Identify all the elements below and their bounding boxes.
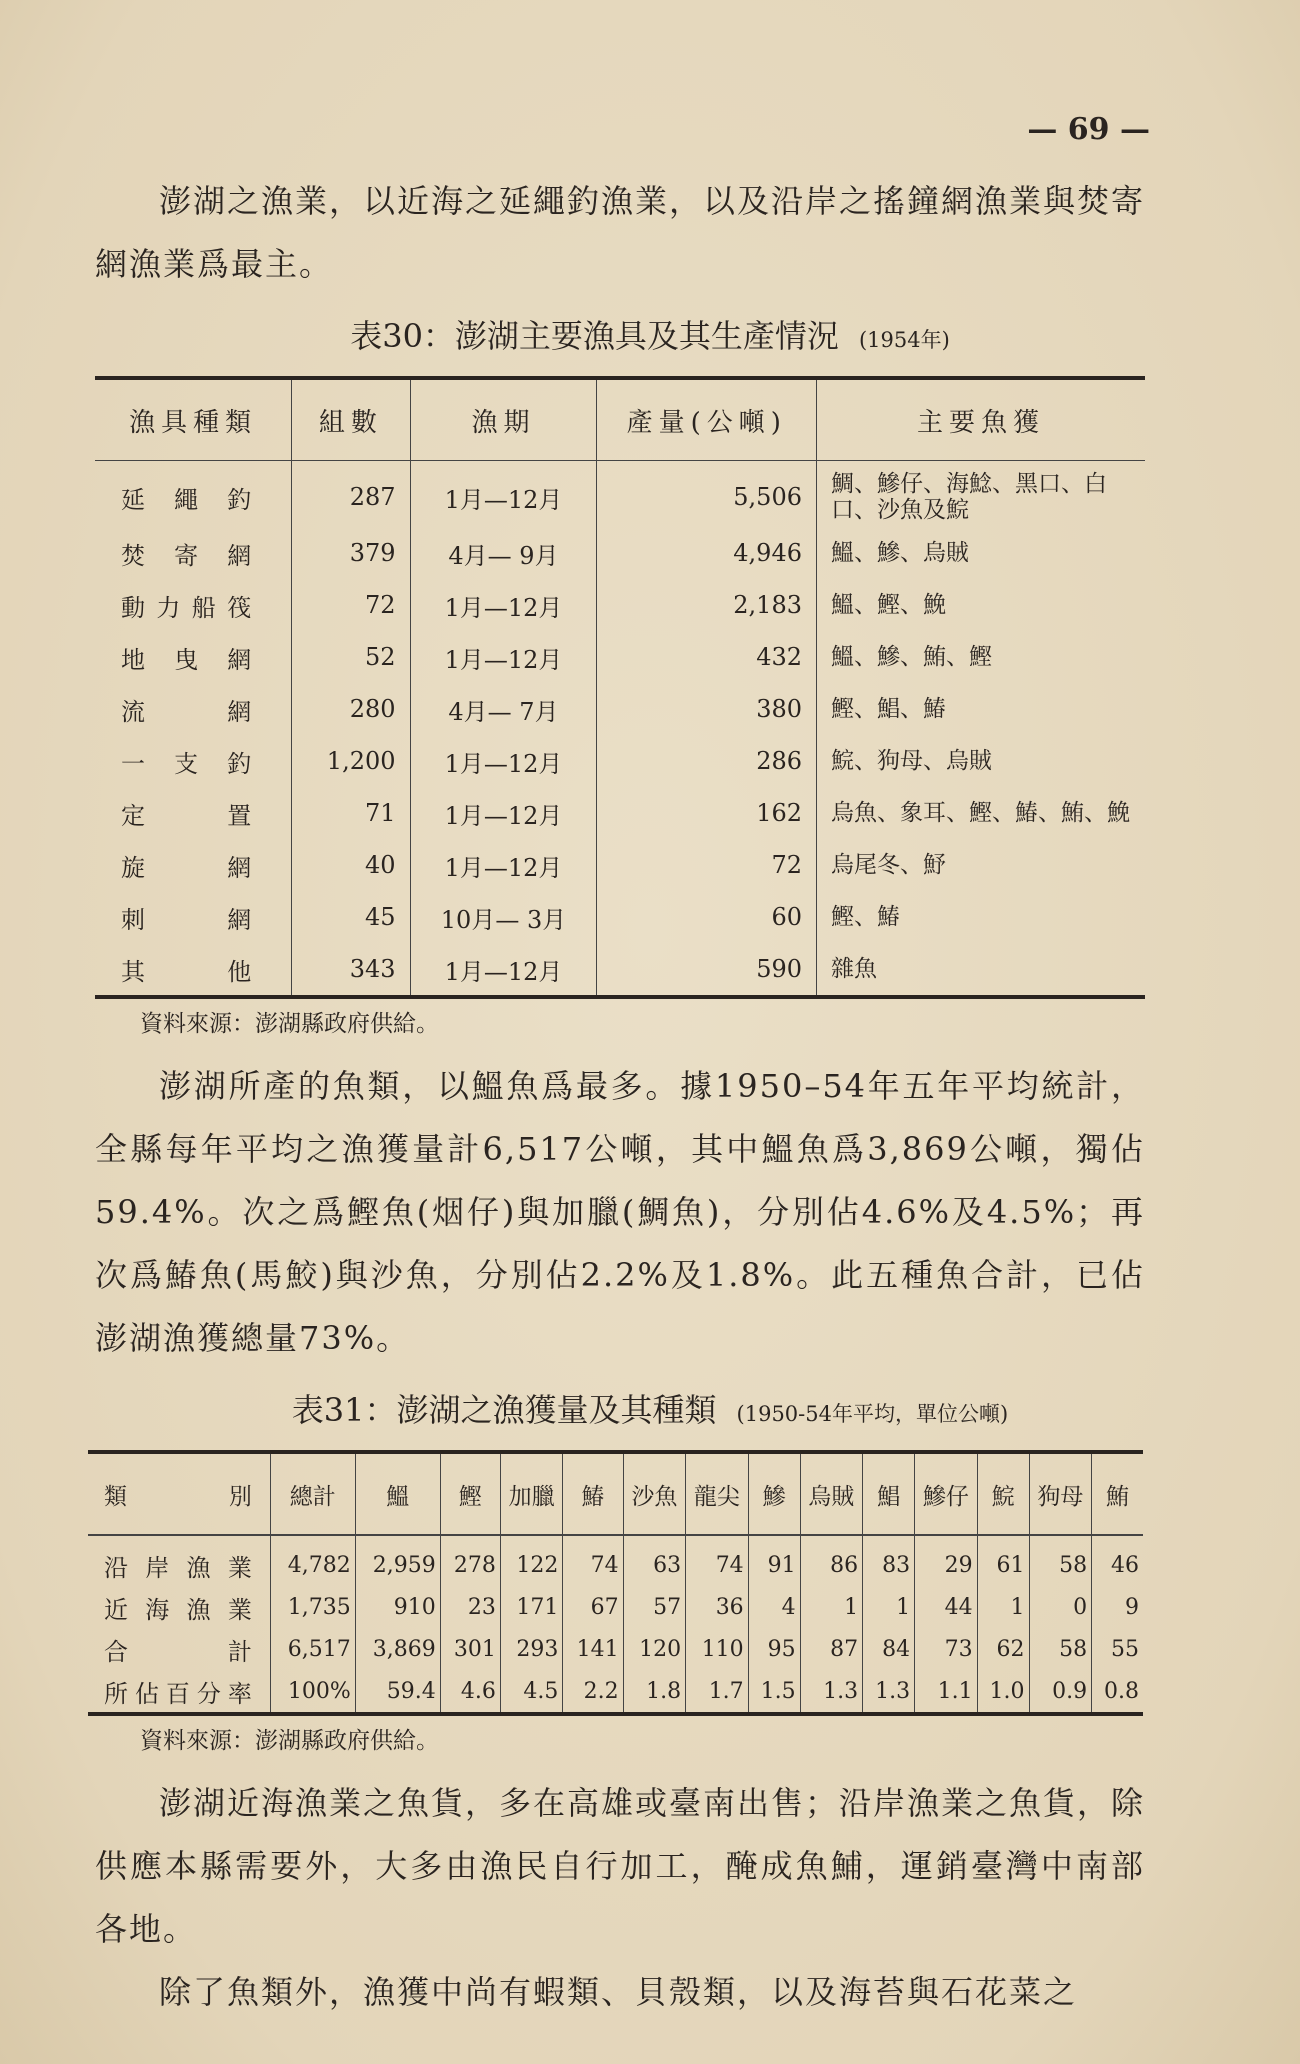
table30-cell: 鰮、鰺、烏賊: [817, 527, 1146, 579]
table31-cell: 1: [863, 1586, 915, 1628]
table31-header: 鰺: [748, 1452, 800, 1535]
table30-cell: 162: [597, 787, 817, 839]
table-row: [88, 1535, 1143, 1586]
table30-year: (1954年): [858, 328, 950, 352]
table31-header: 烏賊: [800, 1452, 863, 1535]
table-row: [88, 1670, 1143, 1714]
table31-caption: [0, 1388, 1300, 1436]
table31-cell: 63: [623, 1535, 686, 1586]
table31-cell: 近海漁業: [104, 1595, 252, 1624]
paragraph-1: 澎湖之漁業，以近海之延繩釣漁業，以及沿岸之搖鐘網漁業與焚寄網漁業爲最主。: [95, 182, 1146, 283]
table30-header-row: [95, 378, 1145, 461]
table31-cell: 2.2: [563, 1670, 623, 1714]
table30-cell: 鰮、鰹、鮸: [817, 579, 1146, 631]
table30-cell: 雜魚: [817, 943, 1146, 997]
table31-cell: 2,959: [355, 1535, 440, 1586]
table31-header: 類別: [88, 1452, 270, 1535]
table31-cell: 141: [563, 1628, 623, 1670]
table30-cell: 4月— 7月: [410, 683, 597, 735]
table-row: [95, 891, 1145, 943]
table30-header: 漁期: [410, 378, 597, 461]
table30-cell: 地曳網: [121, 645, 252, 674]
table31-cell: 1.3: [800, 1670, 863, 1714]
table31-cell: 74: [563, 1535, 623, 1586]
table-row: [88, 1586, 1143, 1628]
table31-cell: 0: [1029, 1586, 1092, 1628]
table-row: [95, 787, 1145, 839]
table31-cell: 55: [1092, 1628, 1143, 1670]
table30-cell: 定置: [121, 801, 252, 830]
table31-header: 鰺仔: [915, 1452, 978, 1535]
table30-cell: 鯛、鰺仔、海鯰、黑口、白口、沙魚及鯇: [817, 461, 1146, 528]
table31-cell: 67: [563, 1586, 623, 1628]
table30-cell: 動力船筏: [121, 593, 252, 622]
table31-cell: 3,869: [355, 1628, 440, 1670]
table30-cell: 287: [292, 461, 410, 528]
table31-cell: 58: [1029, 1535, 1092, 1586]
table-row: [95, 461, 1145, 528]
table30-cell: 45: [292, 891, 410, 943]
table31-cell: 23: [440, 1586, 500, 1628]
table30-header: 組數: [292, 378, 410, 461]
table31-cell: 86: [800, 1535, 863, 1586]
table30-cell: 40: [292, 839, 410, 891]
table31-cell: 所佔百分率: [104, 1679, 252, 1708]
table31-cell: 910: [355, 1586, 440, 1628]
table31-header: 鰹: [440, 1452, 500, 1535]
table31-cell: 0.8: [1092, 1670, 1143, 1714]
table31-cell: 4,782: [270, 1535, 355, 1586]
table31-cell: 122: [500, 1535, 563, 1586]
table31-cell: 120: [623, 1628, 686, 1670]
table30-cell: 4月— 9月: [410, 527, 597, 579]
table30-cell: 旋網: [121, 853, 252, 882]
table31-cell: 4: [748, 1586, 800, 1628]
table-row: [95, 683, 1145, 735]
table31-cell: 1.8: [623, 1670, 686, 1714]
table-row: [95, 527, 1145, 579]
table31-header: 總計: [270, 1452, 355, 1535]
table30-cell: 280: [292, 683, 410, 735]
table30-cell: 延繩釣: [121, 485, 252, 514]
table30-cell: 10月— 3月: [410, 891, 597, 943]
table31-cell: 171: [500, 1586, 563, 1628]
table30-cell: 焚寄網: [121, 541, 252, 570]
table31-cell: 84: [863, 1628, 915, 1670]
table-row: [88, 1628, 1143, 1670]
table31-cell: 1.5: [748, 1670, 800, 1714]
table30-cell: 一支釣: [121, 749, 252, 778]
table31-header-row: [88, 1452, 1143, 1535]
table30-cell: 379: [292, 527, 410, 579]
table31-cell: 1.7: [686, 1670, 749, 1714]
table30-cell: 1月—12月: [410, 839, 597, 891]
table31-cell: 29: [915, 1535, 978, 1586]
table31-header: 沙魚: [623, 1452, 686, 1535]
table30-body: [95, 461, 1145, 998]
table30-cell: 1月—12月: [410, 787, 597, 839]
table30-caption: [0, 314, 1300, 362]
table31-cell: 100%: [270, 1670, 355, 1714]
table31-cell: 1: [800, 1586, 863, 1628]
table31-cell: 36: [686, 1586, 749, 1628]
table31-cell: 87: [800, 1628, 863, 1670]
paragraph-4: 除了魚類外，漁獲中尚有蝦類、貝殼類，以及海苔與石花菜之: [159, 1973, 1078, 2011]
table30-cell: 5,506: [597, 461, 817, 528]
table30-cell: 流網: [121, 697, 252, 726]
table30-cell: 72: [292, 579, 410, 631]
table-row: [95, 735, 1145, 787]
table31-cell: 1.3: [863, 1670, 915, 1714]
table31-cell: 1.0: [977, 1670, 1029, 1714]
table31-cell: 46: [1092, 1535, 1143, 1586]
table30-cell: 鰹、鯧、鰆: [817, 683, 1146, 735]
table30-cell: 1月—12月: [410, 735, 597, 787]
table30-cell: 刺網: [121, 905, 252, 934]
table31-header: 加臘: [500, 1452, 563, 1535]
table30-cell: 432: [597, 631, 817, 683]
table30-cell: 烏尾冬、魣: [817, 839, 1146, 891]
table31-cell: 83: [863, 1535, 915, 1586]
table-30: [95, 376, 1145, 999]
table31-cell: 沿岸漁業: [104, 1553, 252, 1582]
table30-cell: 1,200: [292, 735, 410, 787]
table30-cell: 4,946: [597, 527, 817, 579]
table31-cell: 58: [1029, 1628, 1092, 1670]
table31-cell: 74: [686, 1535, 749, 1586]
paragraph-3: 澎湖近海漁業之魚貨，多在高雄或臺南出售；沿岸漁業之魚貨，除供應本縣需要外，大多由漁民自行加工，醃成魚鯆，運銷臺灣中南部各地。: [95, 1784, 1146, 1948]
table-31: [88, 1450, 1143, 1716]
table-row: [95, 839, 1145, 891]
table31-body: [88, 1535, 1143, 1714]
table31-cell: 1,735: [270, 1586, 355, 1628]
table30-cell: 71: [292, 787, 410, 839]
page-number: — 69 —: [1027, 112, 1150, 147]
table30-cell: 2,183: [597, 579, 817, 631]
table31-cell: 278: [440, 1535, 500, 1586]
table30-cell: 其他: [121, 957, 252, 986]
paragraph-2: 澎湖所產的魚類，以鰮魚爲最多。據1950–54年五年平均統計，全縣每年平均之漁獲量計6,517公噸，其中鰮魚爲3,869公噸，獨佔59.4%。次之爲鰹魚(烟仔)與加臘(鯛魚)，分別佔4.6%及4.5%；再次爲鰆魚(馬鮫)與沙魚，分別佔2.2%及1.8%。此五種魚合計，已佔澎湖漁獲總量73%。: [95, 1067, 1145, 1357]
table30-cell: 60: [597, 891, 817, 943]
table30-cell: 343: [292, 943, 410, 997]
table31-note: (1950-54年平均，單位公噸): [736, 1402, 1009, 1426]
table30-source: 資料來源：澎湖縣政府供給。: [140, 1011, 439, 1037]
table31-cell: 73: [915, 1628, 978, 1670]
table31-cell: 110: [686, 1628, 749, 1670]
table31-cell: 91: [748, 1535, 800, 1586]
table31-cell: 57: [623, 1586, 686, 1628]
table30-cell: 1月—12月: [410, 461, 597, 528]
table31-cell: 301: [440, 1628, 500, 1670]
table30-title: 表30：澎湖主要漁具及其生產情況: [350, 317, 839, 355]
table-row: [95, 579, 1145, 631]
table31-header: 鰮: [355, 1452, 440, 1535]
table30-cell: 1月—12月: [410, 579, 597, 631]
table-row: [95, 631, 1145, 683]
table31-header: 龍尖: [686, 1452, 749, 1535]
table31-title: 表31：澎湖之漁獲量及其種類: [291, 1391, 717, 1429]
table30-cell: 52: [292, 631, 410, 683]
table31-cell: 4.5: [500, 1670, 563, 1714]
table30-cell: 286: [597, 735, 817, 787]
table31-cell: 61: [977, 1535, 1029, 1586]
table31-cell: 44: [915, 1586, 978, 1628]
table30-cell: 烏魚、象耳、鰹、鰆、鮪、鮸: [817, 787, 1146, 839]
table31-source: 資料來源：澎湖縣政府供給。: [140, 1728, 439, 1754]
table30-cell: 590: [597, 943, 817, 997]
table31-cell: 9: [1092, 1586, 1143, 1628]
table31-header: 鰆: [563, 1452, 623, 1535]
table30-cell: 1月—12月: [410, 943, 597, 997]
table31-cell: 1.1: [915, 1670, 978, 1714]
table31-cell: 6,517: [270, 1628, 355, 1670]
table31-cell: 59.4: [355, 1670, 440, 1714]
table31-header: 鯧: [863, 1452, 915, 1535]
table31-cell: 62: [977, 1628, 1029, 1670]
table-row: [95, 943, 1145, 997]
table31-header: 鮪: [1092, 1452, 1143, 1535]
table31-cell: 4.6: [440, 1670, 500, 1714]
table31-cell: 合計: [104, 1637, 252, 1666]
table30-header: 漁具種類: [95, 378, 292, 461]
table30-header: 產量(公噸): [597, 378, 817, 461]
table31-cell: 0.9: [1029, 1670, 1092, 1714]
table31-header: 鯇: [977, 1452, 1029, 1535]
table30-cell: 鰮、鰺、鮪、鰹: [817, 631, 1146, 683]
table30-header: 主要魚獲: [817, 378, 1146, 461]
table30-cell: 1月—12月: [410, 631, 597, 683]
table30-cell: 鰹、鰆: [817, 891, 1146, 943]
table31-cell: 95: [748, 1628, 800, 1670]
table31-cell: 293: [500, 1628, 563, 1670]
table31-cell: 1: [977, 1586, 1029, 1628]
table31-header: 狗母: [1029, 1452, 1092, 1535]
table30-cell: 380: [597, 683, 817, 735]
table30-cell: 72: [597, 839, 817, 891]
table30-cell: 鯇、狗母、烏賊: [817, 735, 1146, 787]
